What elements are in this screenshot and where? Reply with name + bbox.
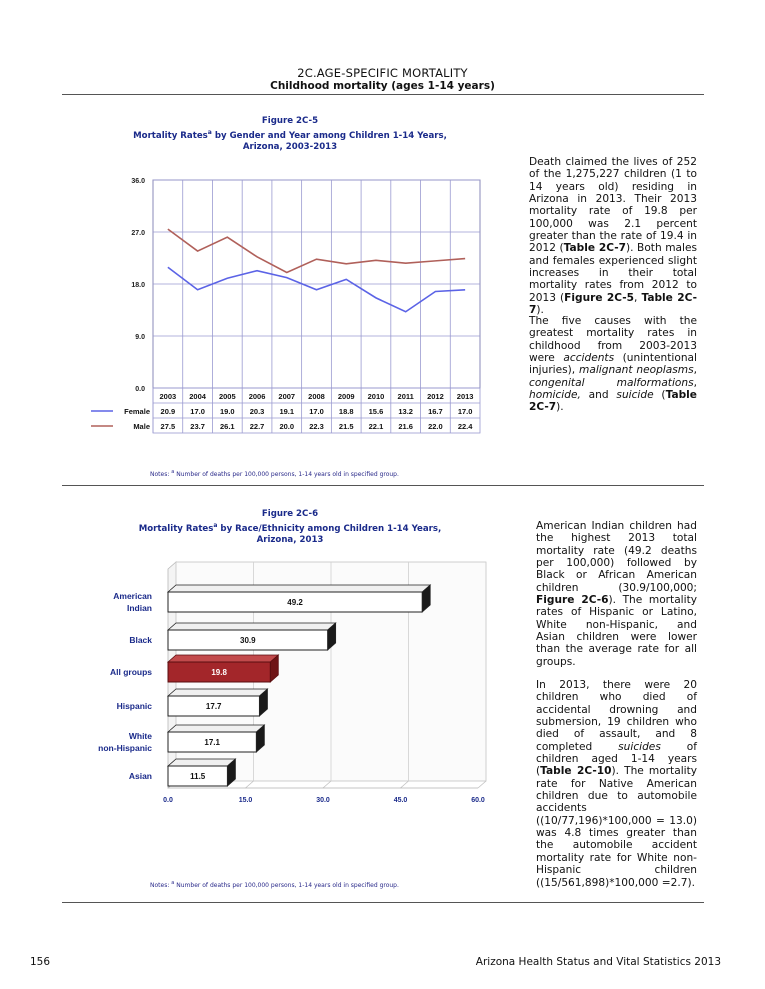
- p3-end: ). The mortality rates of Hispanic or Latino, White non-Hispanic, and Asian children were lower than the average rate for all groups.: [536, 594, 697, 668]
- figure-5-title-line2: Arizona, 2003-2013: [242, 141, 338, 152]
- paragraph-4: [536, 679, 697, 889]
- note-prefix: Notes:: [150, 471, 172, 478]
- y-tick-label: 0.0: [135, 386, 145, 393]
- p1-sep: ,: [634, 291, 642, 304]
- note-prefix: Notes:: [150, 882, 172, 889]
- figure-5-superscript: a: [207, 129, 212, 136]
- p1-ref-figure: Figure 2C-5: [564, 291, 635, 304]
- x-tick-label: 2013: [456, 392, 474, 401]
- subsection-heading: Childhood mortality (ages 1-14 years): [270, 80, 495, 92]
- category-label: non-Hispanic: [98, 743, 152, 753]
- p4-text: In 2013, there were 20 children who died of accidental drowning and submersion, 19 children who died of assault, and 8 completed: [536, 679, 697, 753]
- p4-text-mid: of children aged 1-14 years (: [536, 740, 697, 778]
- figure-6-title-line2: Arizona, 2013: [256, 534, 324, 545]
- data-label: 17.0: [190, 407, 205, 416]
- figure-6-title-text: Mortality Rates: [138, 523, 214, 534]
- x-tick-label: 0.0: [163, 797, 173, 804]
- x-tick-label: 2006: [248, 392, 266, 401]
- figure-5-note: [150, 469, 399, 478]
- data-label: 19.1: [279, 407, 295, 416]
- data-label: 19.0: [220, 407, 235, 416]
- p2-text: The five causes with the greatest mortality rates in childhood from 2003-2013 were: [529, 315, 697, 365]
- figure-5-line-chart: [86, 172, 486, 440]
- y-tick-label: 36.0: [131, 178, 145, 185]
- figure-6-superscript: a: [213, 522, 218, 529]
- data-label: 23.7: [190, 422, 205, 431]
- x-gridline-floor: [246, 781, 254, 788]
- footer-title: Arizona Health Status and Vital Statistics 2013: [475, 956, 721, 968]
- data-label: 27.5: [160, 422, 176, 431]
- figure-6-title-line1: [120, 520, 460, 535]
- data-label: 49.2: [287, 598, 303, 607]
- data-label: 20.0: [279, 422, 295, 431]
- category-label: Asian: [128, 771, 152, 781]
- figure-5-title-line1: [120, 127, 460, 142]
- figure-5-title: [120, 116, 460, 153]
- bar-top: [168, 585, 430, 592]
- p2-text-b: (unintentional injuries),: [529, 352, 697, 377]
- data-label: 22.1: [368, 422, 384, 431]
- x-gridline-floor: [401, 781, 409, 788]
- data-label: 17.1: [204, 738, 220, 747]
- category-label: Hispanic: [116, 701, 152, 711]
- category-label: Black: [129, 635, 152, 645]
- data-label: 26.1: [220, 422, 235, 431]
- section-heading: 2C.AGE-SPECIFIC MORTALITY: [297, 66, 468, 80]
- x-tick-label: 2009: [337, 392, 355, 401]
- y-tick-label: 27.0: [131, 230, 145, 237]
- figure-5-label: Figure 2C-5: [261, 116, 319, 126]
- data-label: 22.7: [249, 422, 265, 431]
- x-tick-label: 2007: [278, 392, 296, 401]
- p4-suicides: suicides: [618, 740, 661, 753]
- data-label: 16.7: [428, 407, 443, 416]
- p2-and: and: [580, 389, 617, 402]
- p2-cause-2: malignant neoplasms: [579, 364, 694, 377]
- x-tick-label: 45.0: [393, 797, 408, 804]
- figure-6-label: Figure 2C-6: [261, 509, 319, 519]
- data-label: 19.8: [211, 668, 227, 677]
- figure-6-bar-chart: [96, 556, 496, 816]
- p2-sep-1: ,: [693, 364, 697, 377]
- paragraph-3: [536, 520, 697, 668]
- x-gridline-floor: [478, 781, 486, 788]
- category-label: Indian: [126, 603, 152, 613]
- p2-cause-3: congenital malformations: [529, 376, 694, 389]
- bar-top: [168, 725, 264, 732]
- data-label: 22.0: [428, 422, 443, 431]
- x-tick-label: 30.0: [316, 797, 330, 804]
- x-tick-label: 2011: [397, 392, 414, 401]
- x-tick-label: 2004: [189, 392, 206, 401]
- p1-text: Death claimed the lives of 252 of the 1,275,227 children (1 to 14 years old) residing in Arizona in 2013. Their 2013 mortality rate of 19.8 per 100,000 was 2.1 percent greater than the rate of 19.4 in 2012 (: [529, 156, 697, 255]
- p2-end: ).: [556, 401, 564, 414]
- bar-top: [168, 623, 336, 630]
- category-label: White: [128, 731, 152, 741]
- p1-text-mid: ). Both males and females experienced slight increases in their total mortality rates from 2012 to 2013 (: [529, 242, 697, 304]
- data-label: 30.9: [240, 636, 256, 645]
- page-number: 156: [30, 956, 51, 968]
- bar-top: [168, 759, 235, 766]
- p3-ref-figure: Figure 2C-6: [536, 594, 609, 607]
- note-superscript: a: [171, 469, 175, 475]
- figure-6-title-text-b: by Race/Ethnicity among Children 1-14 Years,: [217, 523, 442, 534]
- data-label: 17.0: [457, 407, 473, 416]
- x-gridline-floor: [323, 781, 331, 788]
- p2-open: (: [653, 389, 666, 402]
- bar-top: [168, 655, 278, 662]
- data-label: 15.6: [368, 407, 384, 416]
- paragraph-1: [529, 156, 697, 316]
- data-label: 21.5: [338, 422, 354, 431]
- note-text: Number of deaths per 100,000 persons, 1-14 years old in specified group.: [174, 882, 399, 889]
- p4-ref-table: Table 2C-10: [540, 765, 612, 778]
- x-tick-label: 2008: [308, 392, 325, 401]
- data-label: 22.3: [309, 422, 324, 431]
- category-label: All groups: [109, 667, 152, 677]
- p2-cause-1: accidents: [563, 352, 615, 365]
- data-label: 18.8: [338, 407, 354, 416]
- p1-ref-table: Table 2C-7: [563, 242, 627, 255]
- data-label: 17.0: [309, 407, 324, 416]
- paragraph-2: [529, 315, 697, 414]
- figure-5-rule: [62, 485, 704, 486]
- note-superscript: a: [171, 880, 175, 886]
- bar-top: [168, 689, 267, 696]
- y-tick-label: 9.0: [135, 334, 145, 341]
- figure-5-title-text: Mortality Rates: [133, 130, 208, 141]
- note-text: Number of deaths per 100,000 persons, 1-14 years old in specified group.: [174, 471, 399, 478]
- figure-6-rule: [62, 902, 704, 903]
- p2-cause-5: suicide: [616, 389, 654, 402]
- data-label: 21.6: [398, 422, 413, 431]
- data-label: 22.4: [457, 422, 473, 431]
- x-tick-label: 2005: [218, 392, 236, 401]
- y-tick-label: 18.0: [131, 282, 145, 289]
- x-tick-label: 2012: [427, 392, 444, 401]
- p4-end: ). The mortality rate for Native American children due to automobile accidents ((10/77,196)*100,000 = 13.0) was 4.8 times greater than the automobile accident mortality rate for White non-Hispanic children ((15/561,898)*100,000 =2.7).: [536, 765, 697, 889]
- header-rule: [62, 94, 704, 95]
- data-label: 17.7: [205, 702, 222, 711]
- p3-text: American Indian children had the highest 2013 total mortality rate (49.2 deaths per 100,000) followed by Black or African American children (30.9/100,000;: [536, 520, 697, 594]
- figure-6-title: [120, 509, 460, 546]
- category-label: American: [113, 591, 152, 601]
- data-label: 20.9: [160, 407, 176, 416]
- figure-6-note: [150, 880, 399, 889]
- legend-label-male: Male: [133, 422, 150, 431]
- data-label: 11.5: [190, 772, 206, 781]
- data-label: 13.2: [398, 407, 413, 416]
- legend-label-female: Female: [124, 407, 150, 416]
- x-tick-label: 2003: [159, 392, 177, 401]
- p1-end: ).: [536, 304, 544, 317]
- data-label: 20.3: [249, 407, 265, 416]
- p2-sep-2: ,: [693, 376, 697, 389]
- p1-ref-table-2: Table 2C-7: [529, 291, 697, 317]
- x-tick-label: 2010: [367, 392, 385, 401]
- x-tick-label: 15.0: [238, 797, 253, 804]
- p2-cause-4: homicide,: [529, 389, 581, 402]
- figure-5-title-text-b: by Gender and Year among Children 1-14 Years,: [211, 130, 447, 141]
- x-tick-label: 60.0: [471, 797, 485, 804]
- p2-ref-table: Table 2C-7: [529, 389, 697, 414]
